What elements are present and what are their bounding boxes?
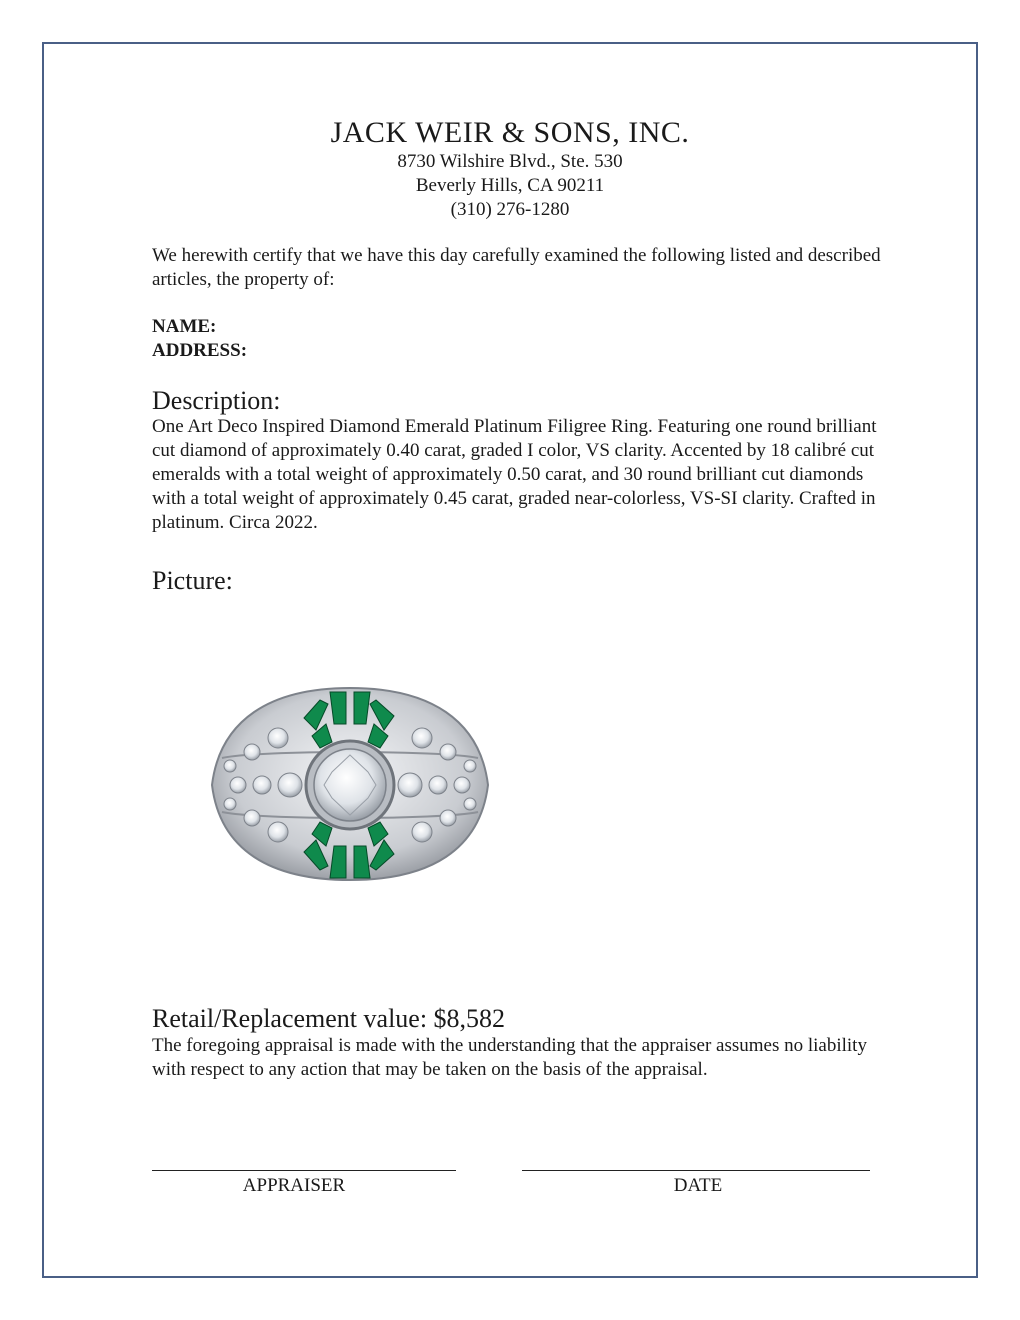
disclaimer-text: The foregoing appraisal is made with the understanding that the appraiser assumes no liability with respect to any action that may be taken on the basis of the appraisal. — [152, 1035, 867, 1080]
company-name: JACK WEIR & SONS, INC. — [330, 116, 690, 149]
certification-text: We herewith certify that we have this day carefully examined the following listed and described articles, the property of: — [152, 245, 881, 290]
date-label: DATE — [673, 1175, 723, 1196]
company-address-line2: Beverly Hills, CA 90211 — [415, 175, 605, 196]
company-address-line1: 8730 Wilshire Blvd., Ste. 530 — [397, 151, 623, 172]
ring-photo — [200, 680, 500, 890]
description-text: One Art Deco Inspired Diamond Emerald Platinum Filigree Ring. Featuring one round brilliant cut diamond of approximately 0.40 carat, graded I color, VS clarity. Accented by 18 calibré cut emeralds with a total weight of approximately 0.50 carat, and 30 round brilliant cut diamonds with a total weight of approximately 0.45 carat, graded near-colorless, VS-SI clarity. Crafted in platinum. Circa 2022. — [152, 416, 877, 533]
document-border — [42, 42, 978, 1278]
address-label: ADDRESS: — [152, 340, 248, 361]
description-heading: Description: — [152, 386, 281, 415]
date-signature-line — [522, 1170, 870, 1171]
appraiser-label: APPRAISER — [242, 1175, 346, 1196]
retail-value-heading: Retail/Replacement value: $8,582 — [152, 1004, 506, 1033]
picture-heading: Picture: — [152, 566, 233, 595]
name-label: NAME: — [152, 316, 217, 337]
company-phone: (310) 276-1280 — [450, 199, 570, 220]
appraiser-signature-line — [152, 1170, 456, 1171]
